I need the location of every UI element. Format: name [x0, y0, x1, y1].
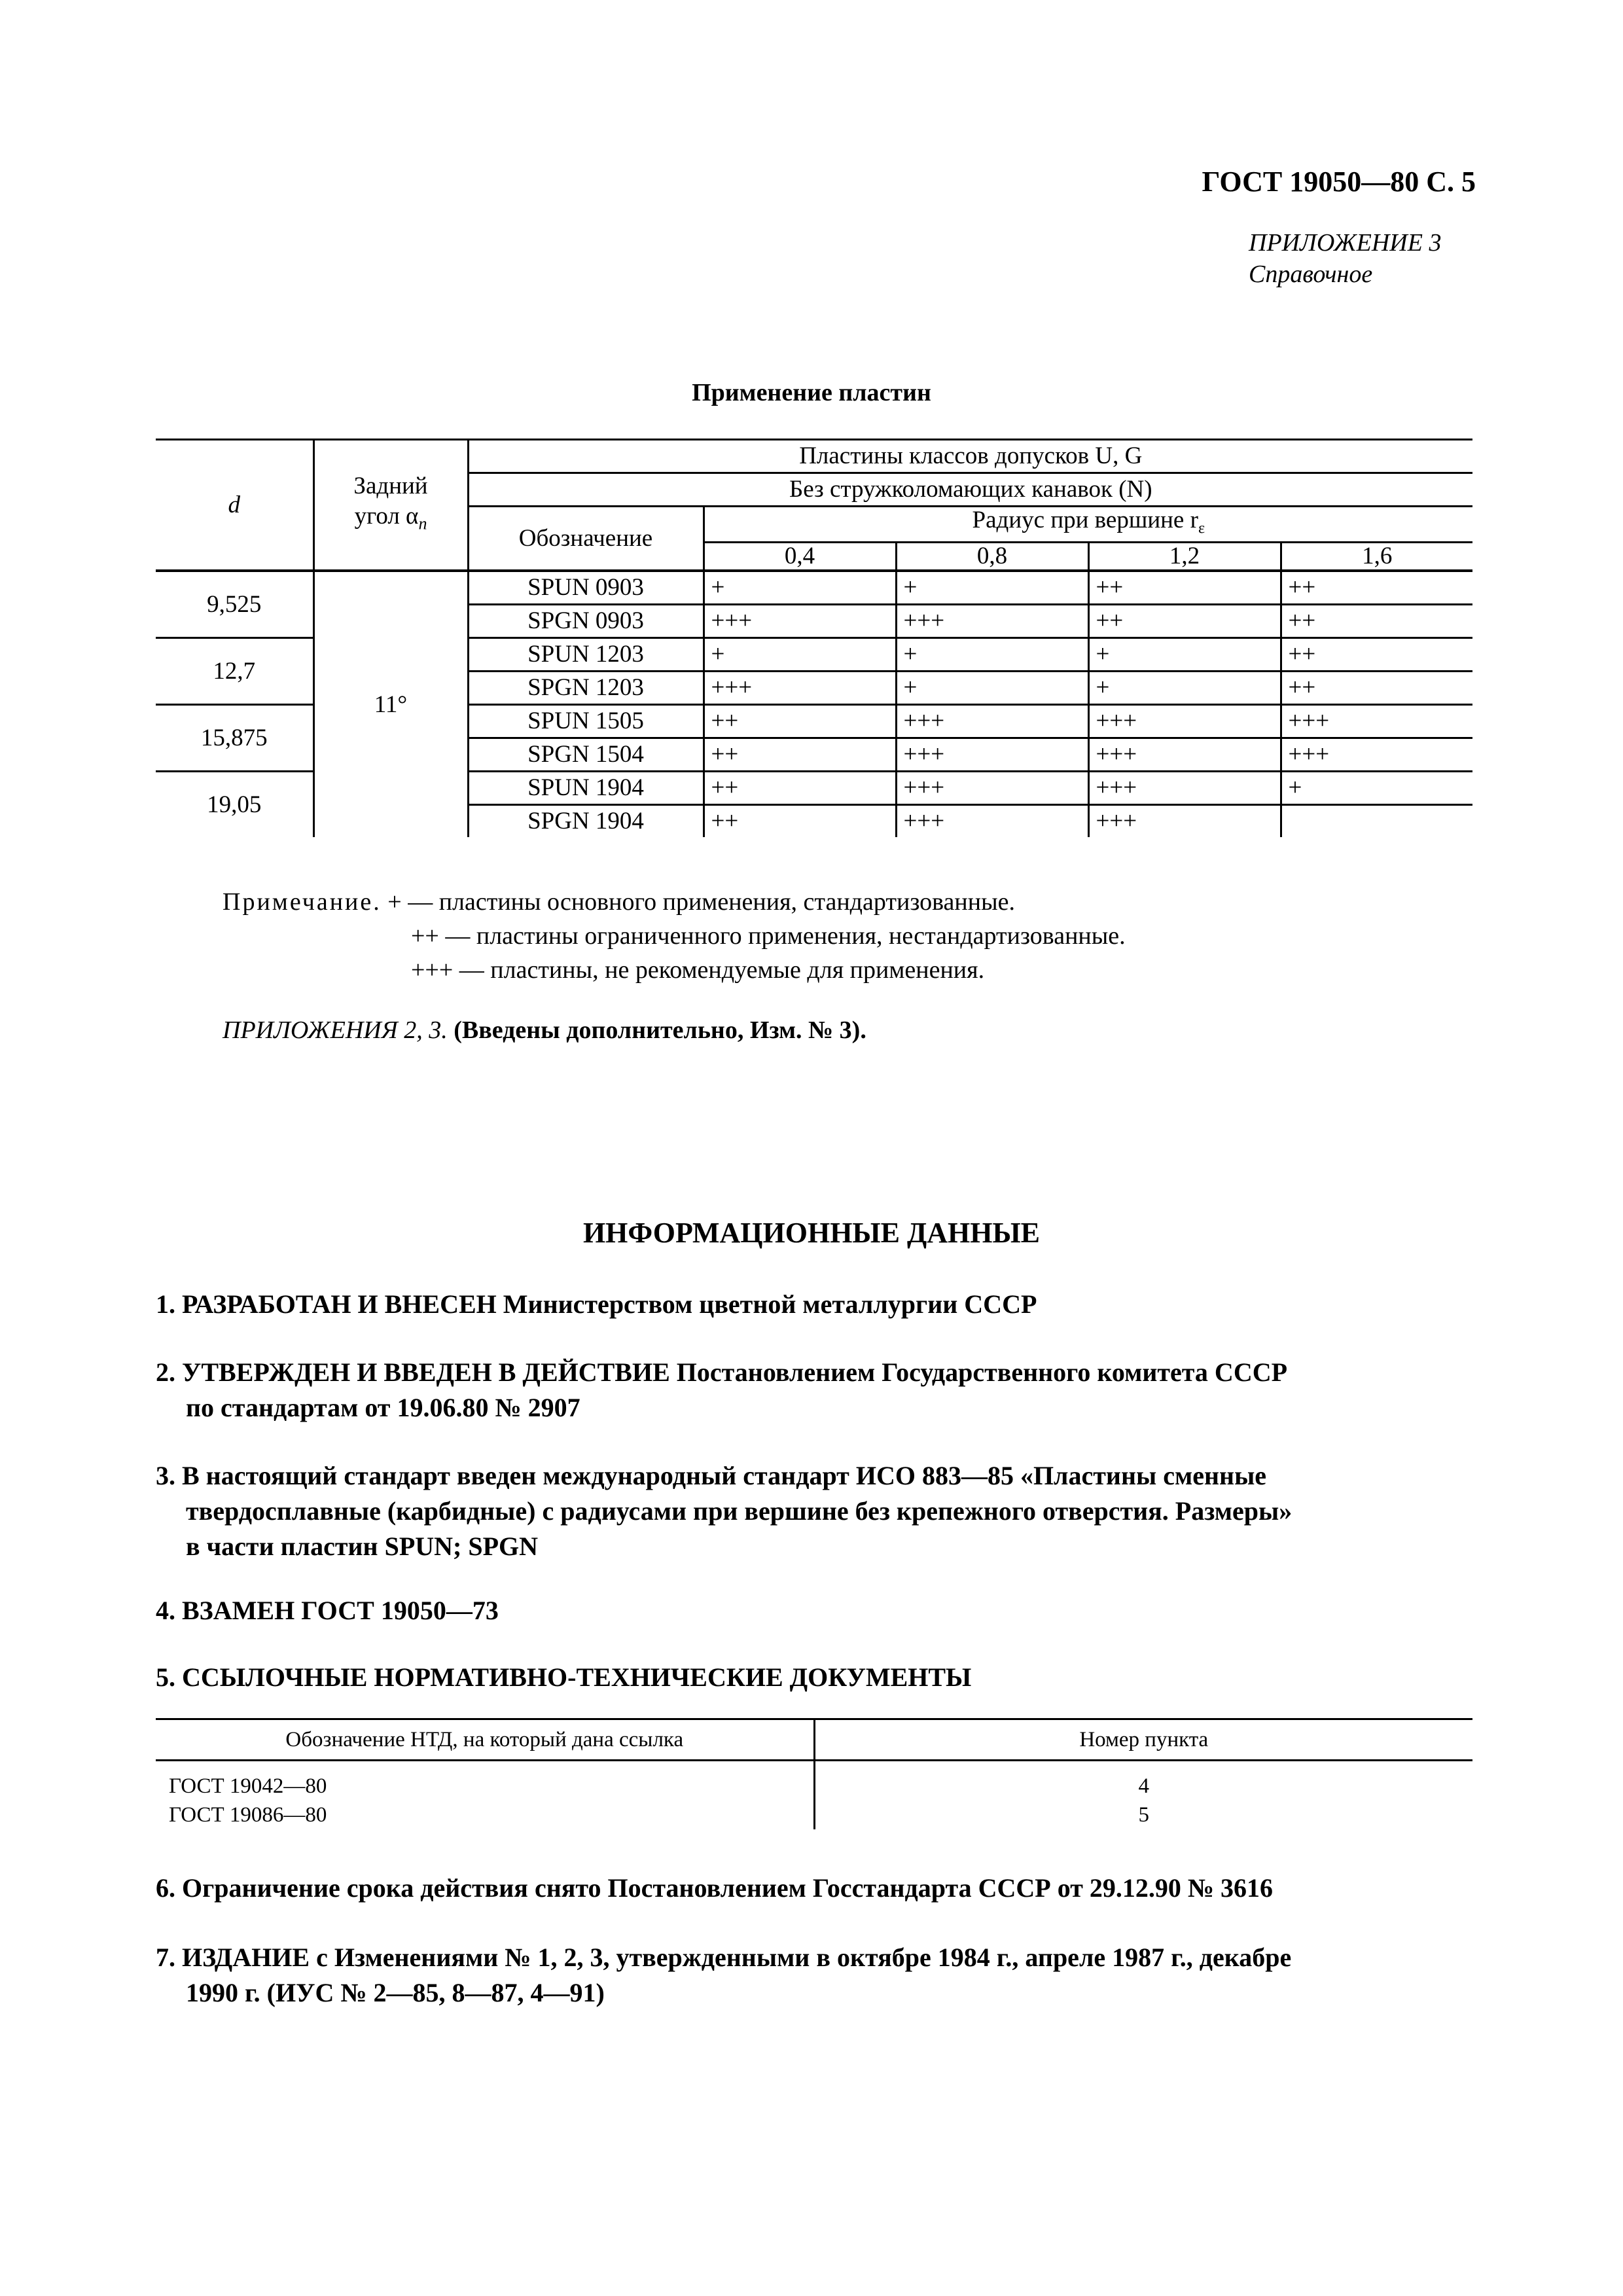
- radius-1-2: 1,2: [1088, 543, 1281, 571]
- designation: SPGN 1504: [468, 738, 704, 772]
- ref-doc: ГОСТ 19086—80: [169, 1803, 327, 1827]
- d-value: 9,525: [156, 571, 313, 638]
- info-item-5: 5. ССЫЛОЧНЫЕ НОРМАТИВНО-ТЕХНИЧЕСКИЕ ДОКУМЕНТЫ: [156, 1662, 972, 1692]
- refs-header-doc: Обозначение НТД, на который дана ссылка: [156, 1719, 814, 1761]
- group-header-tolerance: Пластины классов допусков U, G: [468, 440, 1472, 473]
- radius-0-8: 0,8: [896, 543, 1088, 571]
- cell: +: [1088, 672, 1281, 705]
- cell: +++: [896, 705, 1088, 738]
- appendix-reference: [223, 1016, 866, 1045]
- cell: +++: [1088, 805, 1281, 838]
- cell: +: [704, 638, 896, 672]
- info-item-3-line-3: в части пластин SPUN; SPGN: [186, 1532, 539, 1561]
- info-item-7-line-1: 7. ИЗДАНИЕ с Изменениями № 1, 2, 3, утвержденными в октябре 1984 г., апреле 1987 г., декабре: [156, 1943, 1292, 1972]
- cell: +++: [1281, 705, 1472, 738]
- references-table: [156, 1718, 1472, 1829]
- info-item-7: [156, 1940, 1476, 2011]
- cell: ++: [704, 772, 896, 805]
- note-line-3: +++ — пластины, не рекомендуемые для применения.: [411, 956, 985, 984]
- ref-num: 4: [814, 1772, 1472, 1801]
- note-line-2: ++ — пластины ограниченного применения, нестандартизованные.: [411, 922, 1126, 950]
- col-d-header: d: [156, 440, 313, 571]
- cell: +++: [896, 772, 1088, 805]
- designation: SPUN 0903: [468, 571, 704, 605]
- cell: +: [896, 672, 1088, 705]
- d-value: 12,7: [156, 638, 313, 705]
- designation: SPUN 1904: [468, 772, 704, 805]
- col-angle-line2: [321, 501, 461, 539]
- cell: ++: [1281, 571, 1472, 605]
- cell: +++: [704, 605, 896, 638]
- appendix-type: Справочное: [1249, 260, 1373, 288]
- cell: +: [1088, 638, 1281, 672]
- cell: +++: [896, 605, 1088, 638]
- table-row: [156, 1801, 1472, 1829]
- col-angle-header: [313, 440, 468, 571]
- info-item-3-line-1: 3. В настоящий стандарт введен международный стандарт ИСО 883—85 «Пластины сменные: [156, 1461, 1267, 1490]
- document-code: ГОСТ 19050—80 С. 5: [1202, 166, 1476, 198]
- radius-header: [704, 507, 1472, 543]
- d-value: 19,05: [207, 791, 262, 818]
- cell: +++: [1088, 772, 1281, 805]
- appendix-number: ПРИЛОЖЕНИЕ 3: [1249, 229, 1442, 257]
- d-value: 15,875: [156, 705, 313, 772]
- radius-subscript: ε: [1198, 520, 1205, 537]
- cell: ++: [1281, 638, 1472, 672]
- group-header-no-grooves: Без стружколомающих канавок (N): [468, 473, 1472, 507]
- cell: ++: [704, 705, 896, 738]
- ref-num: 5: [814, 1801, 1472, 1829]
- info-item-3-line-2: твердосплавные (карбидные) с радиусами при вершине без крепежного отверстия. Размеры»: [186, 1496, 1293, 1526]
- cell: ++: [704, 805, 896, 838]
- cell: +++: [1281, 738, 1472, 772]
- angle-value: 11°: [313, 571, 468, 837]
- designation: SPGN 1203: [468, 672, 704, 705]
- info-item-7-line-2: 1990 г. (ИУС № 2—85, 8—87, 4—91): [186, 1978, 605, 2007]
- info-title: ИНФОРМАЦИОННЫЕ ДАННЫЕ: [582, 1217, 1041, 1249]
- cell: ++: [1281, 605, 1472, 638]
- cell: ++: [1281, 672, 1472, 705]
- designation: SPGN 0903: [468, 605, 704, 638]
- refs-header-num: Номер пункта: [814, 1719, 1472, 1761]
- cell: +++: [1088, 738, 1281, 772]
- note-line-1: [223, 885, 1126, 919]
- plates-application-table: [156, 439, 1472, 837]
- cell: +++: [1088, 705, 1281, 738]
- cell: +: [1281, 772, 1472, 805]
- cell: [1281, 805, 1472, 838]
- designation: SPGN 1904: [468, 805, 704, 838]
- cell: ++: [1088, 605, 1281, 638]
- info-item-4: 4. ВЗАМЕН ГОСТ 19050—73: [156, 1596, 499, 1625]
- cell: +++: [896, 805, 1088, 838]
- ref-doc: ГОСТ 19042—80: [169, 1774, 327, 1798]
- cell: +++: [704, 672, 896, 705]
- info-item-2-line-1: 2. УТВЕРЖДЕН И ВВЕДЕН В ДЕЙСТВИЕ Постановлением Государственного комитета СССР: [156, 1357, 1288, 1387]
- radius-1-6: 1,6: [1281, 543, 1472, 571]
- table-note: [223, 885, 1126, 987]
- info-item-3: [156, 1458, 1476, 1564]
- col-angle-text: угол α: [354, 503, 419, 529]
- col-angle-line1: Задний: [353, 473, 428, 499]
- cell: +: [896, 571, 1088, 605]
- appendix-reference-bold: (Введены дополнительно, Изм. № 3).: [454, 1016, 866, 1044]
- cell: ++: [1088, 571, 1281, 605]
- cell: ++: [704, 738, 896, 772]
- designation: SPUN 1203: [468, 638, 704, 672]
- cell: +: [896, 638, 1088, 672]
- info-item-1: 1. РАЗРАБОТАН И ВНЕСЕН Министерством цветной металлургии СССР: [156, 1289, 1037, 1319]
- radius-label: Радиус при вершине r: [972, 507, 1198, 533]
- table-row: [156, 1772, 1472, 1801]
- note-text-1: + — пластины основного применения, стандартизованные.: [387, 888, 1015, 916]
- col-designation-header: Обозначение: [468, 507, 704, 571]
- cell: +: [704, 571, 896, 605]
- appendix-reference-italic: ПРИЛОЖЕНИЯ 2, 3.: [223, 1016, 448, 1044]
- designation: SPUN 1505: [468, 705, 704, 738]
- note-label: Примечание.: [223, 888, 382, 916]
- info-item-2: [156, 1355, 1476, 1426]
- col-angle-subscript: n: [418, 514, 427, 533]
- info-item-2-line-2: по стандартам от 19.06.80 № 2907: [186, 1393, 580, 1422]
- table-row: [156, 571, 1472, 605]
- info-item-6: 6. Ограничение срока действия снято Постановлением Госстандарта СССР от 29.12.90 № 3616: [156, 1873, 1274, 1903]
- table-title: Применение пластин: [692, 379, 931, 406]
- cell: +++: [896, 738, 1088, 772]
- radius-0-4: 0,4: [704, 543, 896, 571]
- appendix-label: [1249, 227, 1441, 290]
